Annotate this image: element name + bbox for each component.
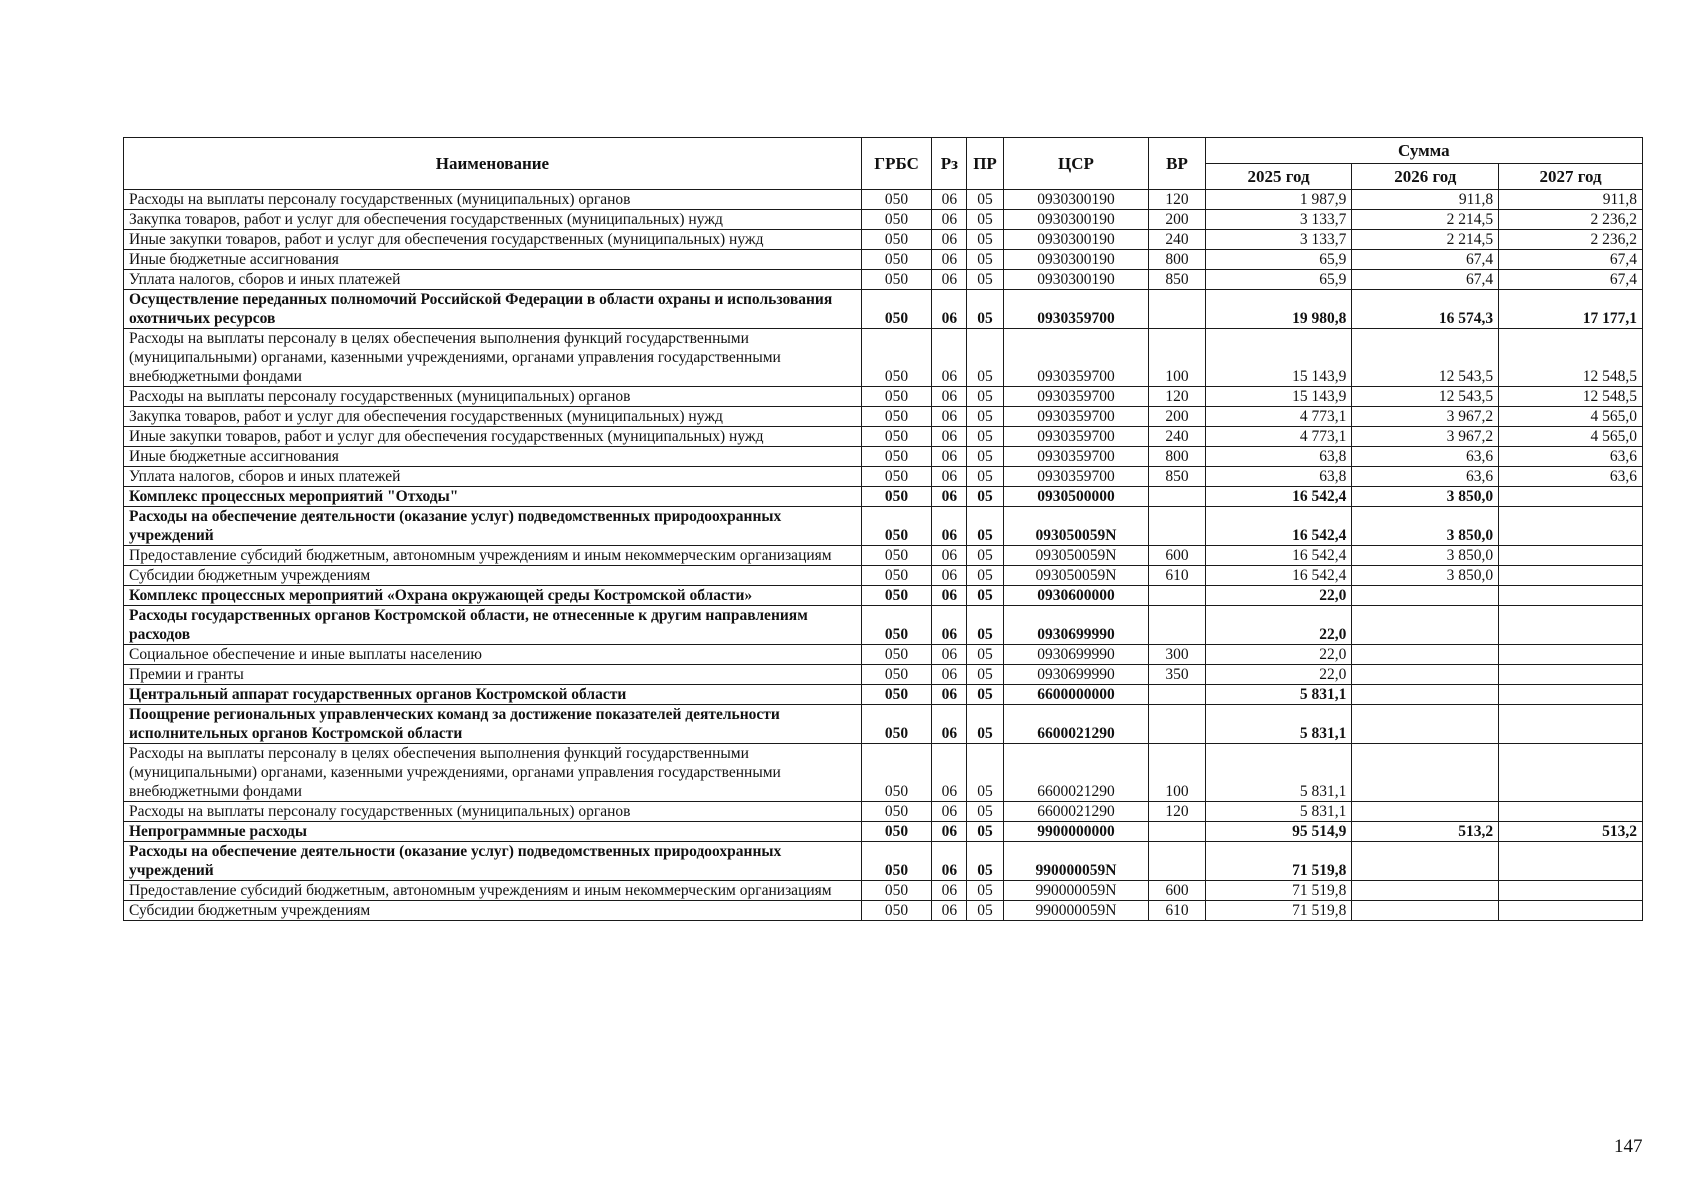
cell-rz: 06 (932, 685, 967, 705)
table-row (124, 487, 1643, 507)
cell-sum-2027 (1499, 586, 1643, 606)
cell-csr: 990000059N (1003, 842, 1149, 881)
cell-grbs: 050 (861, 507, 931, 546)
cell-vr: 240 (1149, 427, 1205, 447)
cell-sum-2026: 2 214,5 (1352, 210, 1499, 230)
cell-sum-2026 (1352, 802, 1499, 822)
cell-sum-2026: 3 850,0 (1352, 566, 1499, 586)
cell-pr: 05 (967, 230, 1003, 250)
cell-name: Осуществление переданных полномочий Российской Федерации в области охраны и использования охотничьих ресурсов (124, 290, 862, 329)
cell-rz: 06 (932, 387, 967, 407)
cell-sum-2027 (1499, 744, 1643, 802)
cell-name: Предоставление субсидий бюджетным, автономным учреждениям и иным некоммерческим организациям (124, 881, 862, 901)
cell-csr: 093050059N (1003, 566, 1149, 586)
cell-sum-2026: 63,6 (1352, 467, 1499, 487)
cell-pr: 05 (967, 190, 1003, 210)
cell-csr: 0930359700 (1003, 387, 1149, 407)
table-row (124, 250, 1643, 270)
cell-grbs: 050 (861, 387, 931, 407)
cell-sum-2027 (1499, 566, 1643, 586)
table-row (124, 270, 1643, 290)
cell-sum-2025: 65,9 (1205, 250, 1352, 270)
cell-name: Субсидии бюджетным учреждениям (124, 901, 862, 921)
cell-sum-2026 (1352, 665, 1499, 685)
cell-grbs: 050 (861, 901, 931, 921)
cell-csr: 9900000000 (1003, 822, 1149, 842)
cell-pr: 05 (967, 290, 1003, 329)
cell-sum-2027: 63,6 (1499, 467, 1643, 487)
cell-sum-2027 (1499, 507, 1643, 546)
cell-rz: 06 (932, 665, 967, 685)
cell-vr: 200 (1149, 407, 1205, 427)
cell-sum-2026: 3 850,0 (1352, 507, 1499, 546)
table-row (124, 744, 1643, 802)
cell-name: Расходы на выплаты персоналу в целях обеспечения выполнения функций государственными (муниципальными) органами, казенными учреждениями, органами управления государственными внебюджетными фондами (124, 329, 862, 387)
cell-csr: 6600021290 (1003, 802, 1149, 822)
cell-sum-2025: 71 519,8 (1205, 881, 1352, 901)
cell-grbs: 050 (861, 270, 931, 290)
header-rz: Рз (932, 138, 967, 190)
cell-sum-2025: 63,8 (1205, 467, 1352, 487)
cell-csr: 093050059N (1003, 507, 1149, 546)
cell-grbs: 050 (861, 881, 931, 901)
cell-csr: 0930300190 (1003, 250, 1149, 270)
cell-csr: 0930600000 (1003, 586, 1149, 606)
cell-sum-2026 (1352, 901, 1499, 921)
cell-sum-2026: 3 850,0 (1352, 487, 1499, 507)
cell-pr: 05 (967, 387, 1003, 407)
cell-sum-2027 (1499, 901, 1643, 921)
header-vr: ВР (1149, 138, 1205, 190)
cell-sum-2026: 63,6 (1352, 447, 1499, 467)
cell-sum-2025: 22,0 (1205, 586, 1352, 606)
table-row (124, 407, 1643, 427)
cell-csr: 6600021290 (1003, 705, 1149, 744)
cell-grbs: 050 (861, 290, 931, 329)
cell-sum-2026: 513,2 (1352, 822, 1499, 842)
table-row (124, 645, 1643, 665)
cell-name: Расходы на выплаты персоналу государственных (муниципальных) органов (124, 190, 862, 210)
cell-rz: 06 (932, 467, 967, 487)
cell-name: Расходы на выплаты персоналу государственных (муниципальных) органов (124, 802, 862, 822)
cell-name: Расходы государственных органов Костромской области, не отнесенные к другим направлениям расходов (124, 606, 862, 645)
cell-rz: 06 (932, 407, 967, 427)
cell-sum-2026 (1352, 881, 1499, 901)
cell-csr: 990000059N (1003, 901, 1149, 921)
cell-name: Иные бюджетные ассигнования (124, 250, 862, 270)
cell-name: Расходы на обеспечение деятельности (оказание услуг) подведомственных природоохранных учреждений (124, 507, 862, 546)
cell-pr: 05 (967, 447, 1003, 467)
cell-rz: 06 (932, 230, 967, 250)
cell-grbs: 050 (861, 250, 931, 270)
cell-vr: 610 (1149, 566, 1205, 586)
cell-sum-2027: 12 548,5 (1499, 387, 1643, 407)
cell-csr: 0930300190 (1003, 270, 1149, 290)
cell-pr: 05 (967, 881, 1003, 901)
cell-sum-2025: 22,0 (1205, 606, 1352, 645)
cell-sum-2027 (1499, 705, 1643, 744)
cell-pr: 05 (967, 685, 1003, 705)
cell-rz: 06 (932, 802, 967, 822)
cell-vr: 850 (1149, 467, 1205, 487)
cell-grbs: 050 (861, 744, 931, 802)
cell-name: Расходы на обеспечение деятельности (оказание услуг) подведомственных природоохранных учреждений (124, 842, 862, 881)
table-row (124, 665, 1643, 685)
cell-pr: 05 (967, 842, 1003, 881)
cell-sum-2027: 63,6 (1499, 447, 1643, 467)
cell-rz: 06 (932, 270, 967, 290)
cell-rz: 06 (932, 487, 967, 507)
cell-name: Расходы на выплаты персоналу государственных (муниципальных) органов (124, 387, 862, 407)
cell-vr: 610 (1149, 901, 1205, 921)
cell-pr: 05 (967, 802, 1003, 822)
cell-sum-2025: 71 519,8 (1205, 842, 1352, 881)
cell-vr: 850 (1149, 270, 1205, 290)
header-year-2025: 2025 год (1205, 164, 1352, 190)
cell-rz: 06 (932, 822, 967, 842)
cell-sum-2026: 67,4 (1352, 270, 1499, 290)
cell-name: Непрограммные расходы (124, 822, 862, 842)
cell-grbs: 050 (861, 645, 931, 665)
cell-rz: 06 (932, 290, 967, 329)
cell-name: Премии и гранты (124, 665, 862, 685)
cell-rz: 06 (932, 566, 967, 586)
cell-sum-2025: 16 542,4 (1205, 546, 1352, 566)
table-row (124, 842, 1643, 881)
cell-sum-2027 (1499, 685, 1643, 705)
table-row (124, 427, 1643, 447)
cell-sum-2027 (1499, 881, 1643, 901)
table-row (124, 230, 1643, 250)
cell-csr: 0930699990 (1003, 665, 1149, 685)
cell-csr: 0930300190 (1003, 190, 1149, 210)
cell-name: Закупка товаров, работ и услуг для обеспечения государственных (муниципальных) нужд (124, 210, 862, 230)
cell-rz: 06 (932, 329, 967, 387)
cell-csr: 990000059N (1003, 881, 1149, 901)
cell-sum-2026: 911,8 (1352, 190, 1499, 210)
cell-sum-2027: 12 548,5 (1499, 329, 1643, 387)
cell-vr: 300 (1149, 645, 1205, 665)
cell-vr (1149, 290, 1205, 329)
table-body (124, 190, 1643, 921)
cell-rz: 06 (932, 842, 967, 881)
cell-name: Центральный аппарат государственных органов Костромской области (124, 685, 862, 705)
cell-csr: 0930359700 (1003, 290, 1149, 329)
cell-sum-2025: 22,0 (1205, 665, 1352, 685)
table-row (124, 606, 1643, 645)
cell-sum-2027: 513,2 (1499, 822, 1643, 842)
cell-name: Комплекс процессных мероприятий «Охрана окружающей среды Костромской области» (124, 586, 862, 606)
cell-csr: 0930300190 (1003, 230, 1149, 250)
header-name: Наименование (124, 138, 862, 190)
cell-sum-2027 (1499, 606, 1643, 645)
cell-csr: 6600000000 (1003, 685, 1149, 705)
cell-sum-2027: 4 565,0 (1499, 427, 1643, 447)
cell-csr: 0930500000 (1003, 487, 1149, 507)
cell-sum-2027: 67,4 (1499, 270, 1643, 290)
cell-sum-2026: 2 214,5 (1352, 230, 1499, 250)
cell-csr: 0930300190 (1003, 210, 1149, 230)
cell-pr: 05 (967, 467, 1003, 487)
cell-sum-2025: 5 831,1 (1205, 802, 1352, 822)
cell-grbs: 050 (861, 427, 931, 447)
cell-vr: 100 (1149, 329, 1205, 387)
cell-rz: 06 (932, 427, 967, 447)
cell-grbs: 050 (861, 685, 931, 705)
cell-sum-2025: 15 143,9 (1205, 387, 1352, 407)
table-row (124, 881, 1643, 901)
cell-grbs: 050 (861, 705, 931, 744)
cell-rz: 06 (932, 901, 967, 921)
cell-sum-2026: 12 543,5 (1352, 329, 1499, 387)
cell-grbs: 050 (861, 822, 931, 842)
cell-vr: 200 (1149, 210, 1205, 230)
cell-csr: 0930359700 (1003, 467, 1149, 487)
cell-sum-2027: 2 236,2 (1499, 210, 1643, 230)
cell-sum-2026: 16 574,3 (1352, 290, 1499, 329)
cell-sum-2027 (1499, 487, 1643, 507)
table-row (124, 566, 1643, 586)
cell-rz: 06 (932, 645, 967, 665)
cell-sum-2025: 5 831,1 (1205, 744, 1352, 802)
cell-grbs: 050 (861, 606, 931, 645)
cell-sum-2027 (1499, 842, 1643, 881)
cell-pr: 05 (967, 407, 1003, 427)
cell-sum-2025: 4 773,1 (1205, 407, 1352, 427)
cell-name: Социальное обеспечение и иные выплаты населению (124, 645, 862, 665)
cell-sum-2027 (1499, 665, 1643, 685)
cell-pr: 05 (967, 487, 1003, 507)
cell-sum-2025: 16 542,4 (1205, 507, 1352, 546)
cell-sum-2025: 16 542,4 (1205, 487, 1352, 507)
cell-sum-2026 (1352, 606, 1499, 645)
header-year-2027: 2027 год (1499, 164, 1643, 190)
table-row (124, 329, 1643, 387)
cell-sum-2026 (1352, 842, 1499, 881)
cell-pr: 05 (967, 645, 1003, 665)
cell-grbs: 050 (861, 210, 931, 230)
cell-name: Комплекс процессных мероприятий "Отходы" (124, 487, 862, 507)
page-number: 147 (1614, 1136, 1643, 1157)
cell-csr: 093050059N (1003, 546, 1149, 566)
cell-vr (1149, 842, 1205, 881)
cell-rz: 06 (932, 210, 967, 230)
cell-vr (1149, 606, 1205, 645)
cell-sum-2025: 5 831,1 (1205, 685, 1352, 705)
cell-sum-2025: 95 514,9 (1205, 822, 1352, 842)
cell-vr: 120 (1149, 190, 1205, 210)
cell-sum-2026 (1352, 645, 1499, 665)
cell-vr: 600 (1149, 546, 1205, 566)
cell-sum-2026 (1352, 744, 1499, 802)
header-grbs: ГРБС (861, 138, 931, 190)
cell-rz: 06 (932, 705, 967, 744)
cell-sum-2026: 3 967,2 (1352, 407, 1499, 427)
cell-vr (1149, 586, 1205, 606)
cell-grbs: 050 (861, 802, 931, 822)
cell-sum-2027: 17 177,1 (1499, 290, 1643, 329)
cell-name: Иные закупки товаров, работ и услуг для обеспечения государственных (муниципальных) нужд (124, 427, 862, 447)
table-row (124, 290, 1643, 329)
table-row (124, 586, 1643, 606)
cell-pr: 05 (967, 744, 1003, 802)
cell-vr: 600 (1149, 881, 1205, 901)
cell-vr: 120 (1149, 802, 1205, 822)
cell-sum-2027 (1499, 645, 1643, 665)
cell-csr: 0930359700 (1003, 329, 1149, 387)
cell-name: Иные закупки товаров, работ и услуг для обеспечения государственных (муниципальных) нужд (124, 230, 862, 250)
cell-name: Предоставление субсидий бюджетным, автономным учреждениям и иным некоммерческим организациям (124, 546, 862, 566)
cell-sum-2025: 5 831,1 (1205, 705, 1352, 744)
cell-sum-2027: 67,4 (1499, 250, 1643, 270)
header-sum: Сумма (1205, 138, 1642, 164)
cell-grbs: 050 (861, 487, 931, 507)
cell-csr: 0930699990 (1003, 645, 1149, 665)
cell-name: Субсидии бюджетным учреждениям (124, 566, 862, 586)
cell-pr: 05 (967, 822, 1003, 842)
cell-sum-2025: 3 133,7 (1205, 230, 1352, 250)
cell-csr: 0930359700 (1003, 407, 1149, 427)
cell-vr: 800 (1149, 447, 1205, 467)
header-pr: ПР (967, 138, 1003, 190)
table-row (124, 705, 1643, 744)
header-csr: ЦСР (1003, 138, 1149, 190)
cell-pr: 05 (967, 270, 1003, 290)
cell-sum-2025: 15 143,9 (1205, 329, 1352, 387)
cell-vr: 120 (1149, 387, 1205, 407)
cell-sum-2025: 3 133,7 (1205, 210, 1352, 230)
cell-vr (1149, 487, 1205, 507)
cell-vr: 350 (1149, 665, 1205, 685)
cell-name: Закупка товаров, работ и услуг для обеспечения государственных (муниципальных) нужд (124, 407, 862, 427)
cell-csr: 0930359700 (1003, 427, 1149, 447)
cell-pr: 05 (967, 329, 1003, 387)
table-row (124, 901, 1643, 921)
cell-sum-2025: 19 980,8 (1205, 290, 1352, 329)
cell-pr: 05 (967, 250, 1003, 270)
cell-sum-2025: 71 519,8 (1205, 901, 1352, 921)
cell-pr: 05 (967, 586, 1003, 606)
cell-sum-2026: 67,4 (1352, 250, 1499, 270)
cell-sum-2025: 16 542,4 (1205, 566, 1352, 586)
cell-vr: 100 (1149, 744, 1205, 802)
cell-grbs: 050 (861, 407, 931, 427)
table-row (124, 507, 1643, 546)
cell-sum-2026: 3 850,0 (1352, 546, 1499, 566)
cell-rz: 06 (932, 546, 967, 566)
cell-vr: 800 (1149, 250, 1205, 270)
cell-sum-2027: 4 565,0 (1499, 407, 1643, 427)
cell-name: Уплата налогов, сборов и иных платежей (124, 467, 862, 487)
cell-grbs: 050 (861, 329, 931, 387)
table-row (124, 190, 1643, 210)
cell-pr: 05 (967, 507, 1003, 546)
table-row (124, 802, 1643, 822)
cell-grbs: 050 (861, 586, 931, 606)
cell-grbs: 050 (861, 566, 931, 586)
table-row (124, 546, 1643, 566)
cell-pr: 05 (967, 665, 1003, 685)
cell-sum-2026 (1352, 705, 1499, 744)
cell-pr: 05 (967, 566, 1003, 586)
cell-sum-2026 (1352, 685, 1499, 705)
cell-csr: 0930699990 (1003, 606, 1149, 645)
cell-vr (1149, 507, 1205, 546)
cell-rz: 06 (932, 190, 967, 210)
cell-pr: 05 (967, 606, 1003, 645)
cell-rz: 06 (932, 250, 967, 270)
cell-sum-2026 (1352, 586, 1499, 606)
cell-vr: 240 (1149, 230, 1205, 250)
cell-sum-2026: 12 543,5 (1352, 387, 1499, 407)
table-row (124, 822, 1643, 842)
cell-pr: 05 (967, 210, 1003, 230)
cell-sum-2025: 4 773,1 (1205, 427, 1352, 447)
cell-rz: 06 (932, 881, 967, 901)
cell-rz: 06 (932, 507, 967, 546)
cell-sum-2027: 911,8 (1499, 190, 1643, 210)
cell-rz: 06 (932, 744, 967, 802)
cell-pr: 05 (967, 705, 1003, 744)
table-row (124, 685, 1643, 705)
header-year-2026: 2026 год (1352, 164, 1499, 190)
cell-sum-2027 (1499, 802, 1643, 822)
cell-name: Поощрение региональных управленческих команд за достижение показателей деятельности исполнительных органов Костромской области (124, 705, 862, 744)
cell-vr (1149, 822, 1205, 842)
cell-grbs: 050 (861, 230, 931, 250)
table-row (124, 467, 1643, 487)
cell-rz: 06 (932, 447, 967, 467)
cell-csr: 6600021290 (1003, 744, 1149, 802)
cell-vr (1149, 705, 1205, 744)
table-row (124, 387, 1643, 407)
cell-sum-2025: 22,0 (1205, 645, 1352, 665)
cell-rz: 06 (932, 606, 967, 645)
cell-grbs: 050 (861, 447, 931, 467)
cell-sum-2027: 2 236,2 (1499, 230, 1643, 250)
cell-grbs: 050 (861, 190, 931, 210)
cell-csr: 0930359700 (1003, 447, 1149, 467)
table-row (124, 210, 1643, 230)
cell-name: Расходы на выплаты персоналу в целях обеспечения выполнения функций государственными (муниципальными) органами, казенными учреждениями, органами управления государственными внебюджетными фондами (124, 744, 862, 802)
cell-pr: 05 (967, 901, 1003, 921)
budget-table (123, 137, 1643, 921)
cell-pr: 05 (967, 427, 1003, 447)
table-row (124, 447, 1643, 467)
cell-grbs: 050 (861, 665, 931, 685)
cell-sum-2025: 65,9 (1205, 270, 1352, 290)
cell-grbs: 050 (861, 842, 931, 881)
cell-sum-2025: 63,8 (1205, 447, 1352, 467)
cell-grbs: 050 (861, 467, 931, 487)
cell-pr: 05 (967, 546, 1003, 566)
cell-sum-2026: 3 967,2 (1352, 427, 1499, 447)
cell-sum-2027 (1499, 546, 1643, 566)
cell-vr (1149, 685, 1205, 705)
cell-rz: 06 (932, 586, 967, 606)
cell-name: Уплата налогов, сборов и иных платежей (124, 270, 862, 290)
cell-sum-2025: 1 987,9 (1205, 190, 1352, 210)
cell-grbs: 050 (861, 546, 931, 566)
cell-name: Иные бюджетные ассигнования (124, 447, 862, 467)
